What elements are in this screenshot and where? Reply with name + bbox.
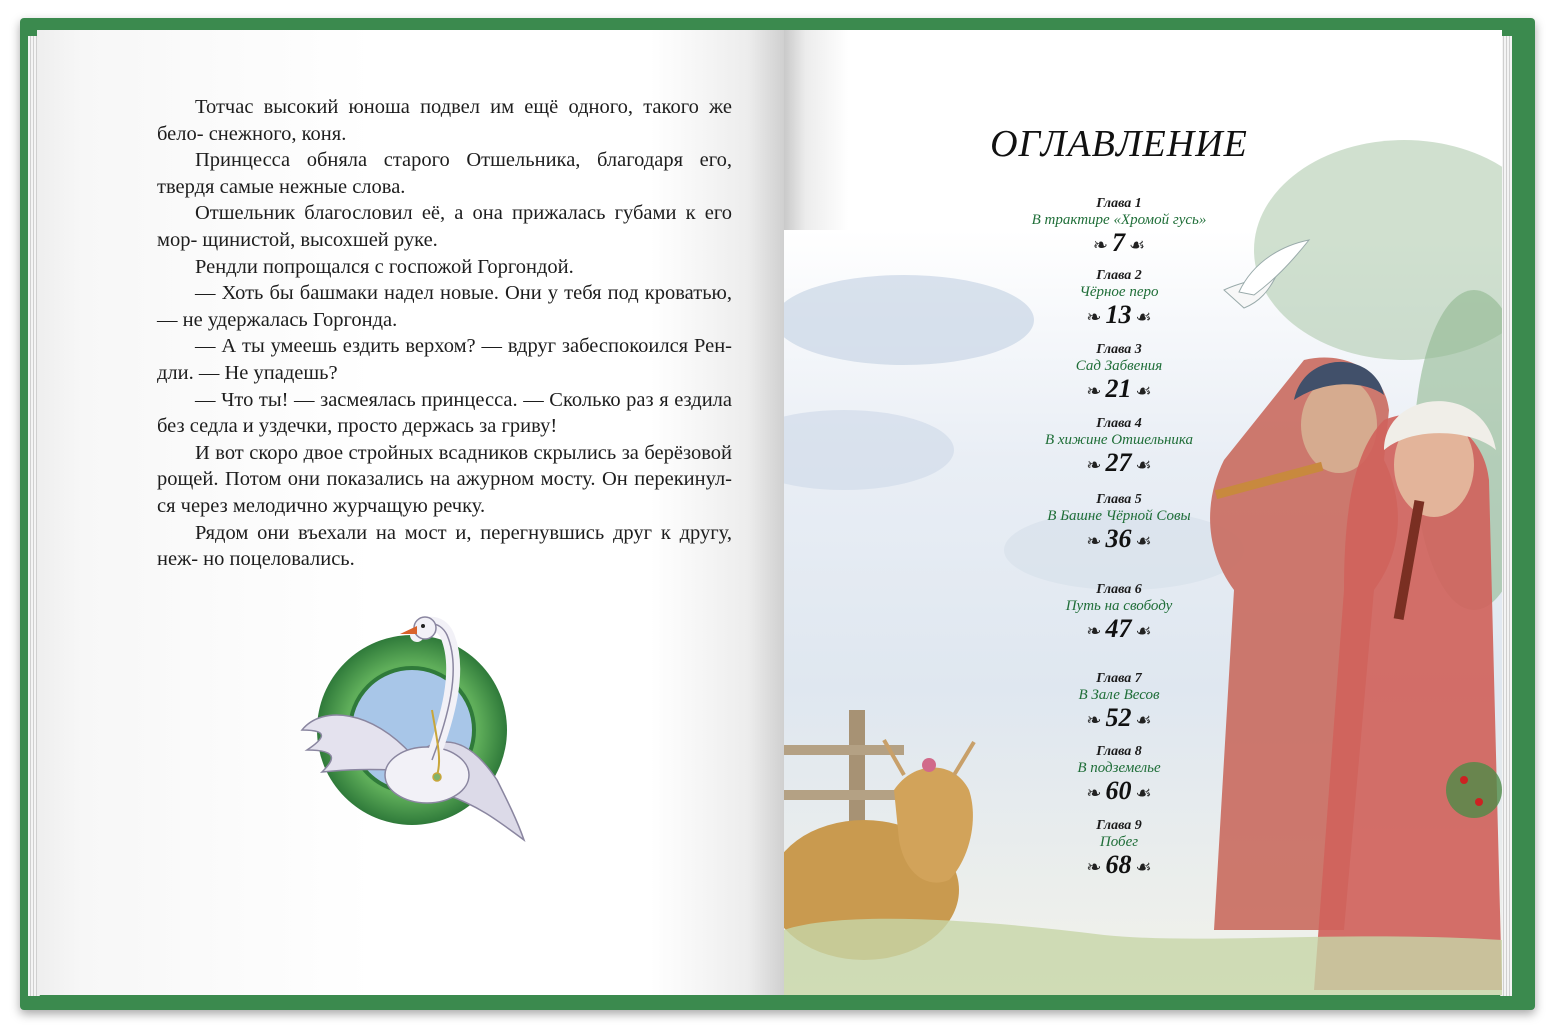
flourish-left-icon: ❧ <box>1086 307 1102 327</box>
toc-entry[interactable] <box>1044 582 1194 645</box>
flourish-left-icon: ❧ <box>1086 857 1102 877</box>
story-text <box>157 94 732 573</box>
chapter-label: Глава 1 <box>1096 196 1142 211</box>
chapter-title: В подземелье <box>1077 760 1161 776</box>
flourish-right-icon: ☙ <box>1135 783 1152 803</box>
toc-entry[interactable] <box>999 196 1239 259</box>
chapter-label: Глава 8 <box>1096 744 1142 759</box>
chapter-label: Глава 7 <box>1096 671 1142 686</box>
chapter-title: В хижине Отшельника <box>1044 432 1194 448</box>
chapter-label: Глава 3 <box>1096 342 1142 357</box>
story-paragraph: — Хоть бы башмаки надел новые. Они у тебя под кроватью, — не удержалась Горгонда. <box>157 282 732 331</box>
chapter-page-row <box>999 851 1239 881</box>
flourish-right-icon: ☙ <box>1128 235 1146 255</box>
flourish-right-icon: ☙ <box>1135 455 1152 475</box>
chapter-page-number: 7 <box>1111 228 1125 257</box>
chapter-page-row <box>1044 615 1194 645</box>
flourish-left-icon: ❧ <box>1086 531 1102 551</box>
chapter-title: Путь на свободу <box>1065 598 1173 614</box>
flourish-right-icon: ☙ <box>1135 857 1152 877</box>
chapter-page-number: 27 <box>1105 448 1132 477</box>
flourish-left-icon: ❧ <box>1086 621 1102 641</box>
chapter-label: Глава 5 <box>1096 492 1142 507</box>
chapter-page-row <box>999 375 1239 405</box>
chapter-label: Глава 4 <box>1096 416 1142 431</box>
left-page <box>37 30 785 995</box>
toc-entry[interactable] <box>999 342 1239 405</box>
toc-entry[interactable] <box>999 818 1239 881</box>
flourish-right-icon: ☙ <box>1135 531 1152 551</box>
toc-entry[interactable] <box>999 671 1239 734</box>
chapter-title: Сад Забвения <box>1075 358 1163 374</box>
flourish-left-icon: ❧ <box>1086 381 1102 401</box>
chapter-page-number: 36 <box>1105 524 1132 553</box>
toc-entry[interactable] <box>999 416 1239 479</box>
chapter-label: Глава 2 <box>1096 268 1142 283</box>
chapter-page-number: 60 <box>1105 776 1132 805</box>
chapter-page-row <box>999 704 1239 734</box>
flourish-right-icon: ☙ <box>1135 307 1152 327</box>
story-paragraph: — Что ты! — засмеялась принцесса. — Сколько раз я ездила без седла и уздечки, просто держась за гриву! <box>157 388 732 438</box>
flourish-left-icon: ❧ <box>1086 455 1102 475</box>
chapter-label: Глава 6 <box>1096 582 1142 597</box>
toc-entry[interactable] <box>999 268 1239 331</box>
flourish-right-icon: ☙ <box>1135 621 1152 641</box>
flourish-left-icon: ❧ <box>1092 235 1108 255</box>
chapter-page-row <box>1029 525 1209 555</box>
chapter-page-number: 13 <box>1105 300 1132 329</box>
chapter-page-number: 47 <box>1105 614 1132 643</box>
flourish-right-icon: ☙ <box>1135 710 1152 730</box>
chapter-page-row <box>999 229 1239 259</box>
story-paragraph: Отшельник благословил её, а она прижалась губами к его мор- щинистой, высохшей руке. <box>157 202 732 251</box>
right-page <box>784 30 1502 995</box>
chapter-label: Глава 9 <box>1096 818 1142 833</box>
chapter-title: В трактире «Хромой гусь» <box>1031 212 1207 228</box>
flourish-left-icon: ❧ <box>1086 710 1102 730</box>
toc-entry[interactable] <box>1029 492 1209 555</box>
chapter-title: Чёрное перо <box>1079 284 1159 300</box>
story-paragraph: Рядом они въехали на мост и, перегнувшись друг к другу, неж- но поцеловались. <box>157 521 732 571</box>
story-paragraph: Рендли попрощался с госпожой Горгондой. <box>195 255 574 278</box>
story-paragraph: Тотчас высокий юноша подвел им ещё одного, такого же бело- снежного, коня. <box>157 96 732 145</box>
flourish-left-icon: ❧ <box>1086 783 1102 803</box>
swan-illustration <box>262 590 562 855</box>
story-paragraph: Принцесса обняла старого Отшельника, благодаря его, твердя самые нежные слова. <box>157 149 732 198</box>
toc-title: ОГЛАВЛЕНИЕ <box>990 123 1248 165</box>
chapter-page-row <box>999 449 1239 479</box>
chapter-page-row <box>999 301 1239 331</box>
chapter-page-row <box>999 777 1239 807</box>
chapter-page-number: 68 <box>1105 850 1132 879</box>
chapter-page-number: 52 <box>1105 703 1132 732</box>
chapter-title: Побег <box>1099 834 1139 850</box>
chapter-title: В Башне Чёрной Совы <box>1047 508 1191 524</box>
chapter-page-number: 21 <box>1105 374 1132 403</box>
story-paragraph: И вот скоро двое стройных всадников скрылись за берёзовой рощей. Потом они показались на ажурном мосту. Он перекинул- ся через мелодично журчащую речку. <box>157 441 732 517</box>
flourish-right-icon: ☙ <box>1135 381 1152 401</box>
chapter-title: В Зале Весов <box>1078 687 1160 703</box>
toc-entry[interactable] <box>999 744 1239 807</box>
story-paragraph: — А ты умеешь ездить верхом? — вдруг забеспокоился Рен- дли. — Не упадешь? <box>157 335 732 384</box>
